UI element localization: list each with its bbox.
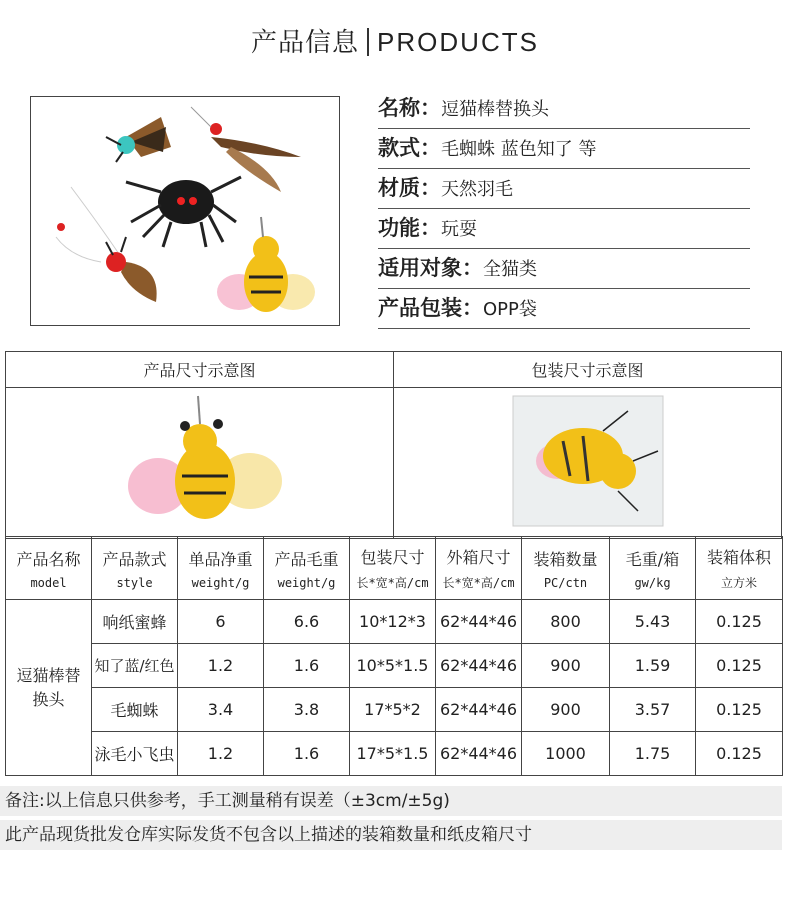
size-diagram-caption: 产品尺寸示意图 bbox=[6, 352, 394, 388]
table-row bbox=[6, 732, 783, 776]
pack-size-cell: 10*5*1.5 bbox=[350, 644, 436, 688]
volume-cell: 0.125 bbox=[696, 600, 783, 644]
net-weight-cell: 3.4 bbox=[178, 688, 264, 732]
spec-value: OPP袋 bbox=[483, 299, 537, 320]
volume-cell: 0.125 bbox=[696, 732, 783, 776]
spec-table bbox=[5, 536, 783, 776]
spec-material bbox=[378, 168, 750, 209]
feather-toy-brown bbox=[191, 107, 301, 192]
size-diagram-image bbox=[6, 388, 394, 539]
volume-cell: 0.125 bbox=[696, 688, 783, 732]
table-row bbox=[6, 600, 783, 644]
feather-toy-blue bbox=[71, 117, 171, 257]
diagram-table bbox=[5, 351, 782, 539]
spec-target bbox=[378, 248, 750, 289]
section-header bbox=[0, 22, 790, 59]
spec-label: 产品包装： bbox=[378, 296, 483, 320]
header-divider bbox=[367, 28, 369, 56]
spec-label: 功能： bbox=[378, 216, 441, 240]
spec-value: 毛蜘蛛 蓝色知了 等 bbox=[441, 139, 597, 160]
spec-packaging bbox=[378, 288, 750, 329]
header-cell: 装箱数量 PC/ctn bbox=[522, 537, 610, 600]
box-size-cell: 62*44*46 bbox=[436, 732, 522, 776]
box-size-cell: 62*44*46 bbox=[436, 644, 522, 688]
spec-function bbox=[378, 208, 750, 249]
gross-weight-cell: 6.6 bbox=[264, 600, 350, 644]
table-row bbox=[6, 688, 783, 732]
qty-cell: 900 bbox=[522, 688, 610, 732]
qty-cell: 900 bbox=[522, 644, 610, 688]
box-weight-cell: 3.57 bbox=[610, 688, 696, 732]
gross-weight-cell: 1.6 bbox=[264, 644, 350, 688]
pack-size-cell: 17*5*1.5 bbox=[350, 732, 436, 776]
style-cell: 知了蓝/红色 bbox=[92, 644, 178, 688]
pack-size-cell: 10*12*3 bbox=[350, 600, 436, 644]
package-diagram-image bbox=[394, 388, 782, 539]
header-cell: 外箱尺寸 长*宽*高/cm bbox=[436, 537, 522, 600]
header-cell: 产品毛重 weight/g bbox=[264, 537, 350, 600]
qty-cell: 800 bbox=[522, 600, 610, 644]
header-cell: 单品净重 weight/g bbox=[178, 537, 264, 600]
net-weight-cell: 6 bbox=[178, 600, 264, 644]
spec-value: 天然羽毛 bbox=[441, 179, 513, 200]
spec-name bbox=[378, 88, 750, 129]
volume-cell: 0.125 bbox=[696, 644, 783, 688]
spec-style bbox=[378, 128, 750, 169]
gross-weight-cell: 1.6 bbox=[264, 732, 350, 776]
product-photo bbox=[30, 96, 340, 326]
bee-toy bbox=[217, 217, 315, 312]
pack-size-cell: 17*5*2 bbox=[350, 688, 436, 732]
header-cell: 产品款式 style bbox=[92, 537, 178, 600]
gross-weight-cell: 3.8 bbox=[264, 688, 350, 732]
note-disclaimer: 备注:以上信息只供参考，手工测量稍有误差（±3cm/±5g) bbox=[0, 786, 782, 816]
table-row bbox=[6, 644, 783, 688]
box-weight-cell: 5.43 bbox=[610, 600, 696, 644]
net-weight-cell: 1.2 bbox=[178, 732, 264, 776]
spec-label: 材质： bbox=[378, 176, 441, 200]
spec-value: 全猫类 bbox=[483, 259, 537, 280]
box-size-cell: 62*44*46 bbox=[436, 688, 522, 732]
qty-cell: 1000 bbox=[522, 732, 610, 776]
bagged-bee-image bbox=[508, 391, 668, 531]
box-weight-cell: 1.75 bbox=[610, 732, 696, 776]
spec-value: 逗猫棒替换头 bbox=[441, 99, 549, 120]
note-shipping: 此产品现货批发仓库实际发货不包含以上描述的装箱数量和纸皮箱尺寸 bbox=[0, 820, 782, 850]
net-weight-cell: 1.2 bbox=[178, 644, 264, 688]
style-cell: 响纸蜜蜂 bbox=[92, 600, 178, 644]
header-cell: 产品名称 model bbox=[6, 537, 92, 600]
style-cell: 毛蜘蛛 bbox=[92, 688, 178, 732]
style-cell: 泳毛小飞虫 bbox=[92, 732, 178, 776]
spec-label: 名称： bbox=[378, 96, 441, 120]
header-cn: 产品信息 bbox=[251, 28, 360, 58]
spec-label: 款式： bbox=[378, 136, 441, 160]
toy-heads-illustration bbox=[31, 97, 340, 326]
package-diagram-caption: 包装尺寸示意图 bbox=[394, 352, 782, 388]
notes-section bbox=[0, 786, 782, 854]
spec-label: 适用对象： bbox=[378, 256, 483, 280]
header-cell: 装箱体积 立方米 bbox=[696, 537, 783, 600]
bee-product-image bbox=[100, 391, 300, 531]
box-weight-cell: 1.59 bbox=[610, 644, 696, 688]
table-header-row bbox=[6, 537, 783, 600]
header-cell: 包装尺寸 长*宽*高/cm bbox=[350, 537, 436, 600]
spec-value: 玩耍 bbox=[441, 219, 477, 240]
header-cell: 毛重/箱 gw/kg bbox=[610, 537, 696, 600]
header-en: PRODUCTS bbox=[377, 27, 539, 57]
spider-toy bbox=[126, 177, 241, 247]
box-size-cell: 62*44*46 bbox=[436, 600, 522, 644]
product-name-cell: 逗猫棒替换头 bbox=[6, 600, 92, 776]
